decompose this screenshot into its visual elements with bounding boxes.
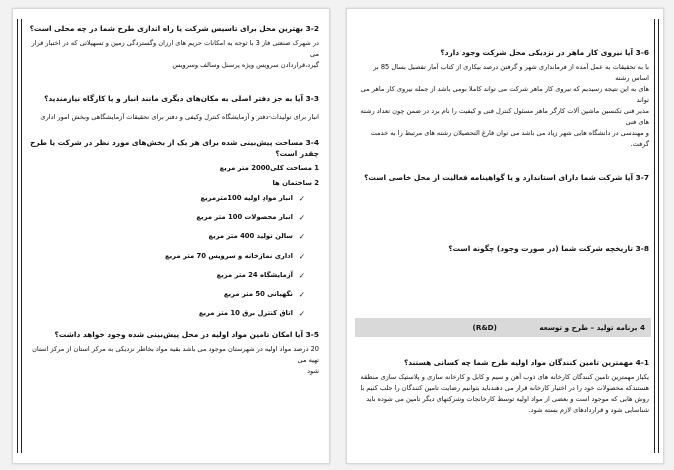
answer-3-6-line-4: و مهندسی در دانشگاه هایی شهر زیاد می باشد می توان فارغ التحصیلان رشته های مرتبط را به خدمت گرفت. [370,129,649,148]
answer-3-6-line-2: های به این نتیجه رسیدیم که نیروی کار ماهر شرکت می تواند کاملا بومی باشد از جمله نیروی کار ماهر می تواند [360,85,649,104]
checkmark-icon: ✓ [298,289,305,299]
answer-4-1-line-1: یکیاز مهمترین تامین کنندگان کارخانه های ذوب آهن و سیم و کابل و کارخانه سازی و پلاستیک سازی منطقه [360,373,649,381]
page-content [27,23,319,377]
section-header-production [355,318,651,337]
question-3-5: 3-5 آیا امکان تامین مواد اولیه در محل پیش‌بینی شده وجود خواهد داشت؟ [54,330,319,340]
question-3-4: 3-4 مساحت پیش‌بینی شده برای هر یک از بخش‌های مورد نظر در شرکت یا طرح چقدر است؟ [30,138,319,158]
section-code: (R&D) [472,323,497,332]
answer-3-6-line-1: با به تحقیقات به عمل آمده از فرمانداری شهر و گرفتن درصد بیکاری از کتاب آمار تفصیل بسال 85 بر اساس رشته [373,63,649,82]
checkmark-icon: ✓ [298,270,305,280]
question-3-6: 3-6 آیا نیروی کار ماهر در نزدیکی محل شرکت وجود دارد؟ [440,48,649,57]
question-3-2: 3-2 بهترین محل برای تاسیس شرکت یا راه اندازی طرح شما در چه محلی است؟ [29,24,319,33]
checkmark-icon: ✓ [298,194,305,203]
page-content [357,23,649,416]
list-item: ✓ سالن تولید 400 متر مربع [208,232,305,242]
answer-4-1-line-4: شناسایی شود و قراردادهای لازم بسته شود. [528,406,649,414]
list-item: ✓ انبار موادِ اولیه 100مترمربع [200,194,305,203]
checkmark-icon: ✓ [298,309,305,319]
answer-3-6-line-3: مدیر فنی تکنسین ماشین آلات کارگر ماهر مسئول کنترل فنی و کیفیت را نام برد در ضمن چون تعداد رشته های فنی [360,107,649,126]
checkmark-icon: ✓ [298,213,305,223]
total-area: 1 مساحت کلی2000 متر مربع [219,164,319,172]
page-border-frame [654,19,659,453]
answer-4-1-line-3: روش هایی که موجود است و بعضی از مواد اولیه توسط کارخانجات وشرکتهای دیگر تامین می شوده باید [366,395,649,403]
list-item: ✓ انبار محصولات 100 متر مربع [196,213,305,223]
page-border-frame [17,19,22,453]
question-3-3: 3-3 آیا به جز دفتر اصلی به مکان‌های دیگری مانند انبار و یا کارگاه نیازمندید؟ [44,94,319,103]
question-3-8: 3-8 تاریخچه شرکت شما (در صورت وجود) چگونه است؟ [448,244,649,253]
document-page-left [12,8,330,464]
list-item: ✓ اداری نمازخانه و سرویس 70 متر مربع [164,251,305,261]
buildings-heading: 2 ساختمان ها [272,179,319,187]
question-4-1: 4-1 مهمترین تامین کنندگان مواد اولیه طرح شما چه کسانی هستند؟ [403,358,649,367]
list-item: ✓ آزمایشگاه 24 متر مربع [216,270,305,280]
answer-3-3: انبار برای تولیدات-دفتر و آزمایشگاه کنترل وکیفی و دفتر برای تحقیقات آزمایشگاهی وبخش امور اداری [40,113,319,121]
answer-3-2-line-2: گیرد،قراردادن سرویس ویژه پرسنل وسالف وسرویس [172,61,319,69]
section-title: 4 برنامه تولید – طرح و توسعه [539,323,645,332]
question-3-7: 3-7 آیا شرکت شما دارای استاندارد و یا گواهینامه فعالیت از محل خاصی است؟ [364,173,649,182]
checkmark-icon: ✓ [298,232,305,242]
answer-3-5-line-1: 20 درصد مواد اولیه در شهرستان موجود می باشد بقیه مواد بخاطر نزدیکی به مرکز استان از مرکز استان تهیه می [32,345,319,365]
answer-3-5-line-2: شود [307,367,319,376]
area-list [27,193,319,319]
answer-3-2-line-1: در شهرک صنعتی فاز 3 با توجه به امکانات حریم های ارزان وگستردگی زمین و تسهیلاتی که در اختیار قرار می [31,39,319,58]
list-item: ✓ نگهبانی 50 متر مربع [223,289,305,299]
list-item: ✓ اتاق کنترل برق 10 متر مربع [198,309,305,319]
answer-4-1-line-2: هستندکه محصولات خود را در اختیار کارخانه قرار می دهندباید بتوانیم رضایت تامین کنندگان را جلب کنیم با [360,384,649,392]
document-page-right [346,8,664,464]
checkmark-icon: ✓ [298,251,305,261]
